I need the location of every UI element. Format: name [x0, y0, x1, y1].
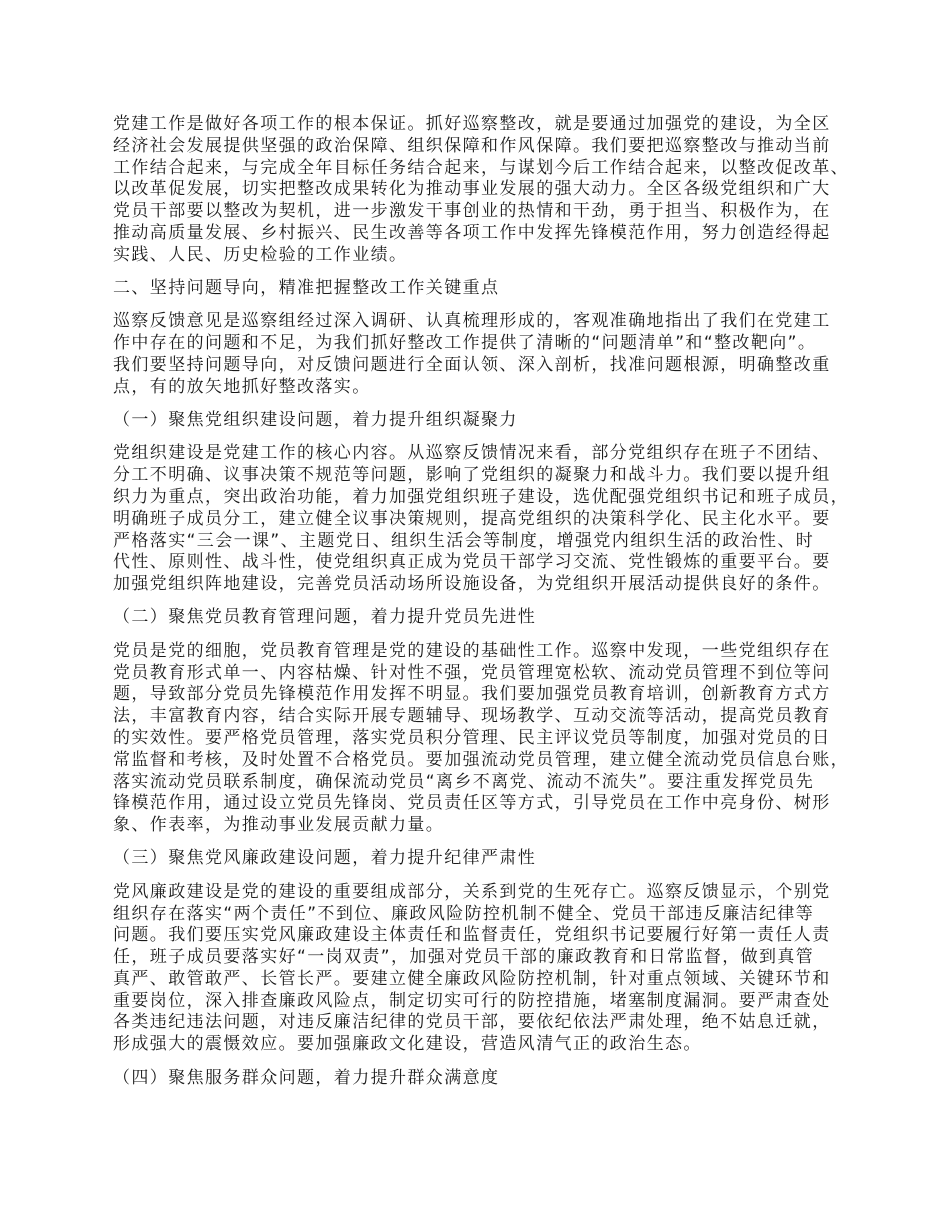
heading-line: 二、坚持问题导向，精准把握整改工作关键重点 [113, 278, 500, 299]
text-line: 织力为重点，突出政治功能，着力加强党组织班子建设，选优配强党组织书记和班子成员， [113, 486, 849, 507]
text-line: 推动高质量发展、乡村振兴、民生改善等各项工作中发挥先锋模范作用，努力创造经得起 [113, 222, 831, 243]
text-line: 重要岗位，深入排查廉政风险点，制定切实可行的防控措施，堵塞制度漏洞。要严肃查处 [113, 990, 831, 1011]
document-page [113, 114, 873, 1101]
text-line: 党员是党的细胞，党员教育管理是党的建设的基础性工作。巡察中发现，一些党组织存在 [113, 640, 831, 661]
heading-line: （四）聚焦服务群众问题，着力提升群众满意度 [113, 1067, 500, 1088]
text-line: 党组织建设是党建工作的核心内容。从巡察反馈情况来看，部分党组织存在班子不团结、 [113, 443, 831, 464]
text-line: 任，班子成员要落实好“一岗双责”，加强对党员干部的廉政教育和日常监督，做到真管 [113, 947, 815, 968]
section-heading-2 [113, 278, 873, 300]
text-line: 经济社会发展提供坚强的政治保障、组织保障和作风保障。我们要把巡察整改与推动当前 [113, 135, 831, 156]
text-line: 明确班子成员分工，建立健全议事决策规则，提高党组织的决策科学化、民主化水平。要 [113, 508, 831, 529]
subsection-2-paragraph [113, 641, 873, 837]
subsection-1-paragraph [113, 443, 873, 596]
text-line: 点，有的放矢地抓好整改落实。 [113, 376, 371, 397]
text-line: 法，丰富教育内容，结合实际开展专题辅导、现场教学、互动交流等活动，提高党员教育 [113, 706, 831, 727]
heading-line: （二）聚焦党员教育管理问题，着力提升党员先进性 [113, 607, 537, 628]
text-line: 锋模范作用，通过设立党员先锋岗、党员责任区等方式，引导党员在工作中亮身份、树形 [113, 793, 831, 814]
text-line: 形成强大的震慑效应。要加强廉政文化建设，营造风清气正的政治生态。 [113, 1034, 702, 1055]
text-line: 巡察反馈意见是巡察组经过深入调研、认真梳理形成的，客观准确地指出了我们在党建工 [113, 311, 831, 332]
text-line: 工作结合起来，与完成全年目标任务结合起来，与谋划今后工作结合起来，以整改促改革、 [113, 157, 849, 178]
text-line: 组织存在落实“两个责任”不到位、廉政风险防控机制不健全、党员干部违反廉洁纪律等 [113, 903, 815, 924]
subsection-heading-4 [113, 1068, 873, 1090]
text-line: 常监督和考核，及时处置不合格党员。要加强流动党员管理，建立健全流动党员信息台账， [113, 749, 849, 770]
heading-line: （三）聚焦党风廉政建设问题，着力提升纪律严肃性 [113, 848, 537, 869]
text-line: 代性、原则性、战斗性，使党组织真正成为党员干部学习交流、党性锻炼的重要平台。要 [113, 552, 831, 573]
text-line: 党员教育形式单一、内容枯燥、针对性不强，党员管理宽松软、流动党员管理不到位等问 [113, 662, 831, 683]
text-line: 象、作表率，为推动事业发展贡献力量。 [113, 815, 445, 836]
text-line: 分工不明确、议事决策不规范等问题，影响了党组织的凝聚力和战斗力。我们要以提升组 [113, 465, 831, 486]
text-line: 党员干部要以整改为契机，进一步激发干事创业的热情和干劲，勇于担当、积极作为，在 [113, 201, 831, 222]
subsection-heading-3 [113, 848, 873, 870]
text-line: 落实流动党员联系制度，确保流动党员“离乡不离党、流动不流失”。要注重发挥党员先 [113, 771, 815, 792]
text-line: 问题。我们要压实党风廉政建设主体责任和监督责任，党组织书记要履行好第一责任人责 [113, 925, 831, 946]
text-line: 真严、敢管敢严、长管长严。要建立健全廉政风险防控机制，针对重点领域、关键环节和 [113, 968, 831, 989]
subsection-heading-1 [113, 410, 873, 432]
text-line: 党风廉政建设是党的建设的重要组成部分，关系到党的生死存亡。巡察反馈显示，个别党 [113, 881, 831, 902]
text-line: 各类违纪违法问题，对违反廉洁纪律的党员干部，要依纪依法严肃处理，绝不姑息迁就， [113, 1012, 831, 1033]
text-line: 以改革促发展，切实把整改成果转化为推动事业发展的强大动力。全区各级党组织和广大 [113, 179, 831, 200]
text-line: 题，导致部分党员先锋模范作用发挥不明显。我们要加强党员教育培训，创新教育方式方 [113, 684, 831, 705]
section-2-paragraph [113, 311, 873, 398]
text-line: 我们要坚持问题导向，对反馈问题进行全面认领、深入剖析，找准问题根源，明确整改重 [113, 354, 831, 375]
subsection-3-paragraph [113, 882, 873, 1056]
text-line: 加强党组织阵地建设，完善党员活动场所设施设备，为党组织开展活动提供良好的条件。 [113, 574, 831, 595]
intro-paragraph [113, 114, 873, 267]
text-line: 作中存在的问题和不足，为我们抓好整改工作提供了清晰的“问题清单”和“整改靶向”。 [113, 333, 817, 354]
text-line: 实践、人民、历史检验的工作业绩。 [113, 244, 408, 265]
text-line: 严格落实“三会一课”、主题党日、组织生活会等制度，增强党内组织生活的政治性、时 [113, 530, 815, 551]
text-line: 党建工作是做好各项工作的根本保证。抓好巡察整改，就是要通过加强党的建设，为全区 [113, 114, 831, 134]
text-line: 的实效性。要严格党员管理，落实党员积分管理、民主评议党员等制度，加强对党员的日 [113, 727, 831, 748]
heading-line: （一）聚焦党组织建设问题，着力提升组织凝聚力 [113, 410, 518, 431]
subsection-heading-2 [113, 607, 873, 629]
